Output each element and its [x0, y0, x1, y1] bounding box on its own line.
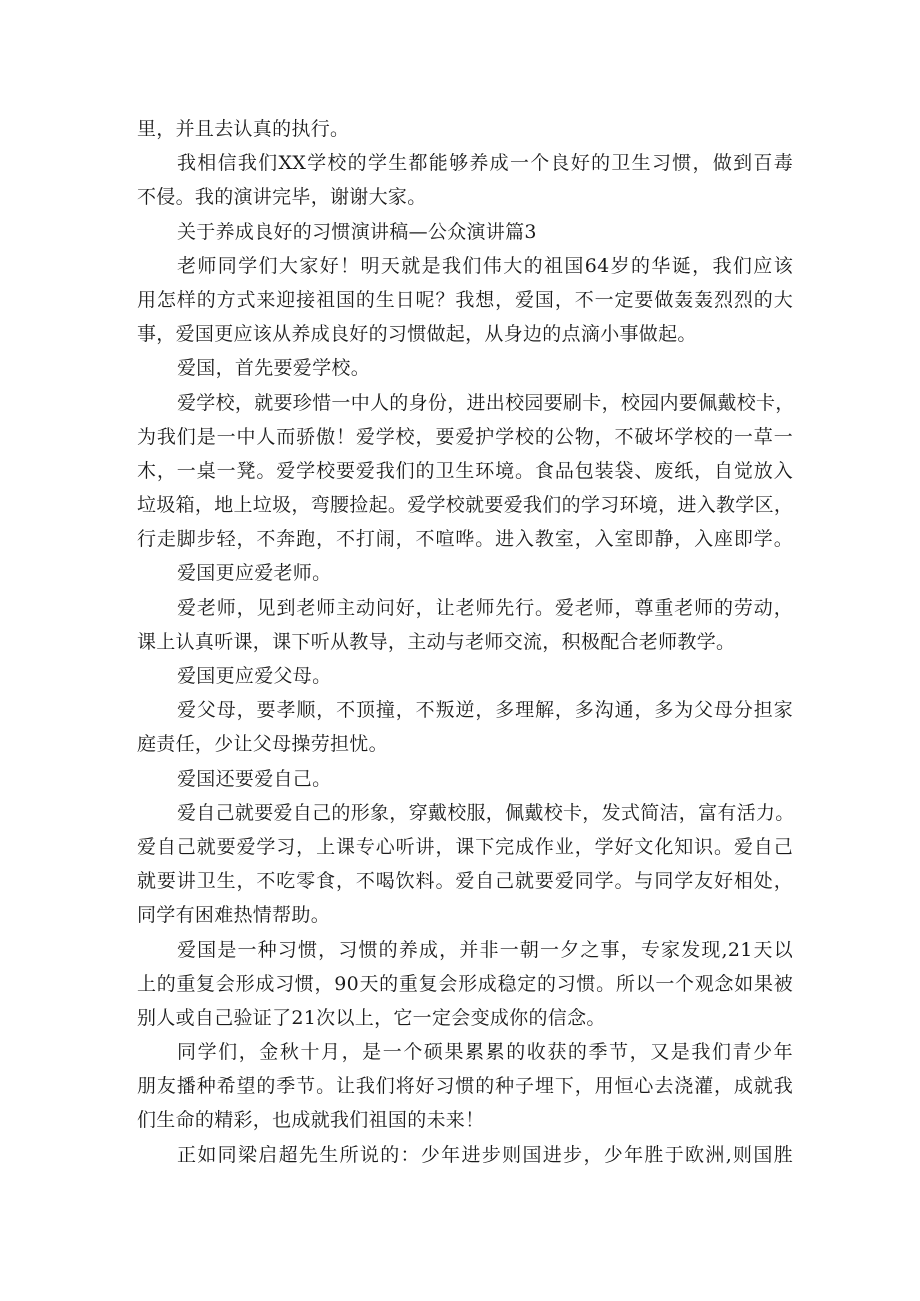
text-line: 行走脚步轻，不奔跑，不打闹，不喧哗。进入教室，入室即静，入座即学。: [137, 528, 793, 551]
text-line: 庭责任，少让父母操劳担忧。: [137, 733, 388, 756]
text-line: 用怎样的方式来迎接祖国的生日呢？我想，爱国，不一定要做轰轰烈烈的大: [137, 288, 793, 311]
text-line: 关于养成良好的习惯演讲稿—公众演讲篇3: [177, 220, 537, 243]
text-line: 爱自己就要爱学习，上课专心听讲，课下完成作业，学好文化知识。爱自己: [137, 835, 793, 858]
text-line: 里，并且去认真的执行。: [137, 118, 350, 140]
text-line: 同学们，金秋十月，是一个硕果累累的收获的季节，又是我们青少年: [177, 1041, 793, 1064]
text-line: 爱学校，就要珍惜一中人的身份，进出校园要刷卡，校园内要佩戴校卡，: [177, 391, 795, 414]
text-line: 木，一桌一凳。爱学校要爱我们的卫生环境。食品包装袋、废纸，自觉放入: [137, 459, 793, 482]
text-line: 爱国更应爱老师。: [177, 562, 332, 585]
document-page: [137, 112, 793, 1172]
text-line: 爱国是一种习惯，习惯的养成，并非一朝一夕之事，专家发现,21天以: [177, 938, 793, 961]
text-line: 不侵。我的演讲完毕，谢谢大家。: [137, 186, 427, 209]
text-line: 正如同梁启超先生所说的：少年进步则国进步，少年胜于欧洲,则国胜: [177, 1143, 793, 1166]
text-line: 课上认真听课，课下听从教导，主动与老师交流，积极配合老师教学。: [137, 630, 736, 653]
text-line: 我相信我们XX学校的学生都能够养成一个良好的卫生习惯，做到百毒: [177, 152, 793, 175]
text-line: 爱国更应爱父母。: [177, 665, 332, 687]
text-line: 爱国，首先要爱学校。: [177, 357, 371, 380]
text-line: 别人或自己验证了21次以上，它一定会变成你的信念。: [137, 1006, 606, 1029]
text-line: 同学有困难热情帮助。: [137, 904, 331, 927]
text-line: 上的重复会形成习惯，90天的重复会形成稳定的习惯。所以一个观念如果被: [137, 972, 793, 995]
text-line: 爱自己就要爱自己的形象，穿戴校服，佩戴校卡，发式简洁，富有活力。: [177, 801, 795, 824]
text-line: 们生命的精彩，也成就我们祖国的未来！: [137, 1109, 485, 1132]
text-line: 老师同学们大家好！明天就是我们伟大的祖国64岁的华诞，我们应该: [177, 254, 793, 277]
text-line: 爱父母，要孝顺，不顶撞，不叛逆，多理解，多沟通，多为父母分担家: [177, 699, 793, 722]
text-line: 垃圾箱，地上垃圾，弯腰捡起。爱学校就要爱我们的学习环境，进入教学区，: [137, 494, 794, 517]
text-line: 为我们是一中人而骄傲！爱学校，要爱护学校的公物，不破坏学校的一草一: [137, 425, 793, 448]
text-line: 爱老师，见到老师主动问好，让老师先行。爱老师，尊重老师的劳动，: [177, 596, 793, 619]
text-line: 就要讲卫生，不吃零食，不喝饮料。爱自己就要爱同学。与同学友好相处，: [137, 870, 793, 893]
text-line: 朋友播种希望的季节。让我们将好习惯的种子埋下，用恒心去浇灌，成就我: [137, 1075, 793, 1098]
text-line: 爱国还要爱自己。: [177, 767, 332, 790]
text-line: 事，爱国更应该从养成良好的习惯做起，从身边的点滴小事做起。: [137, 323, 697, 346]
